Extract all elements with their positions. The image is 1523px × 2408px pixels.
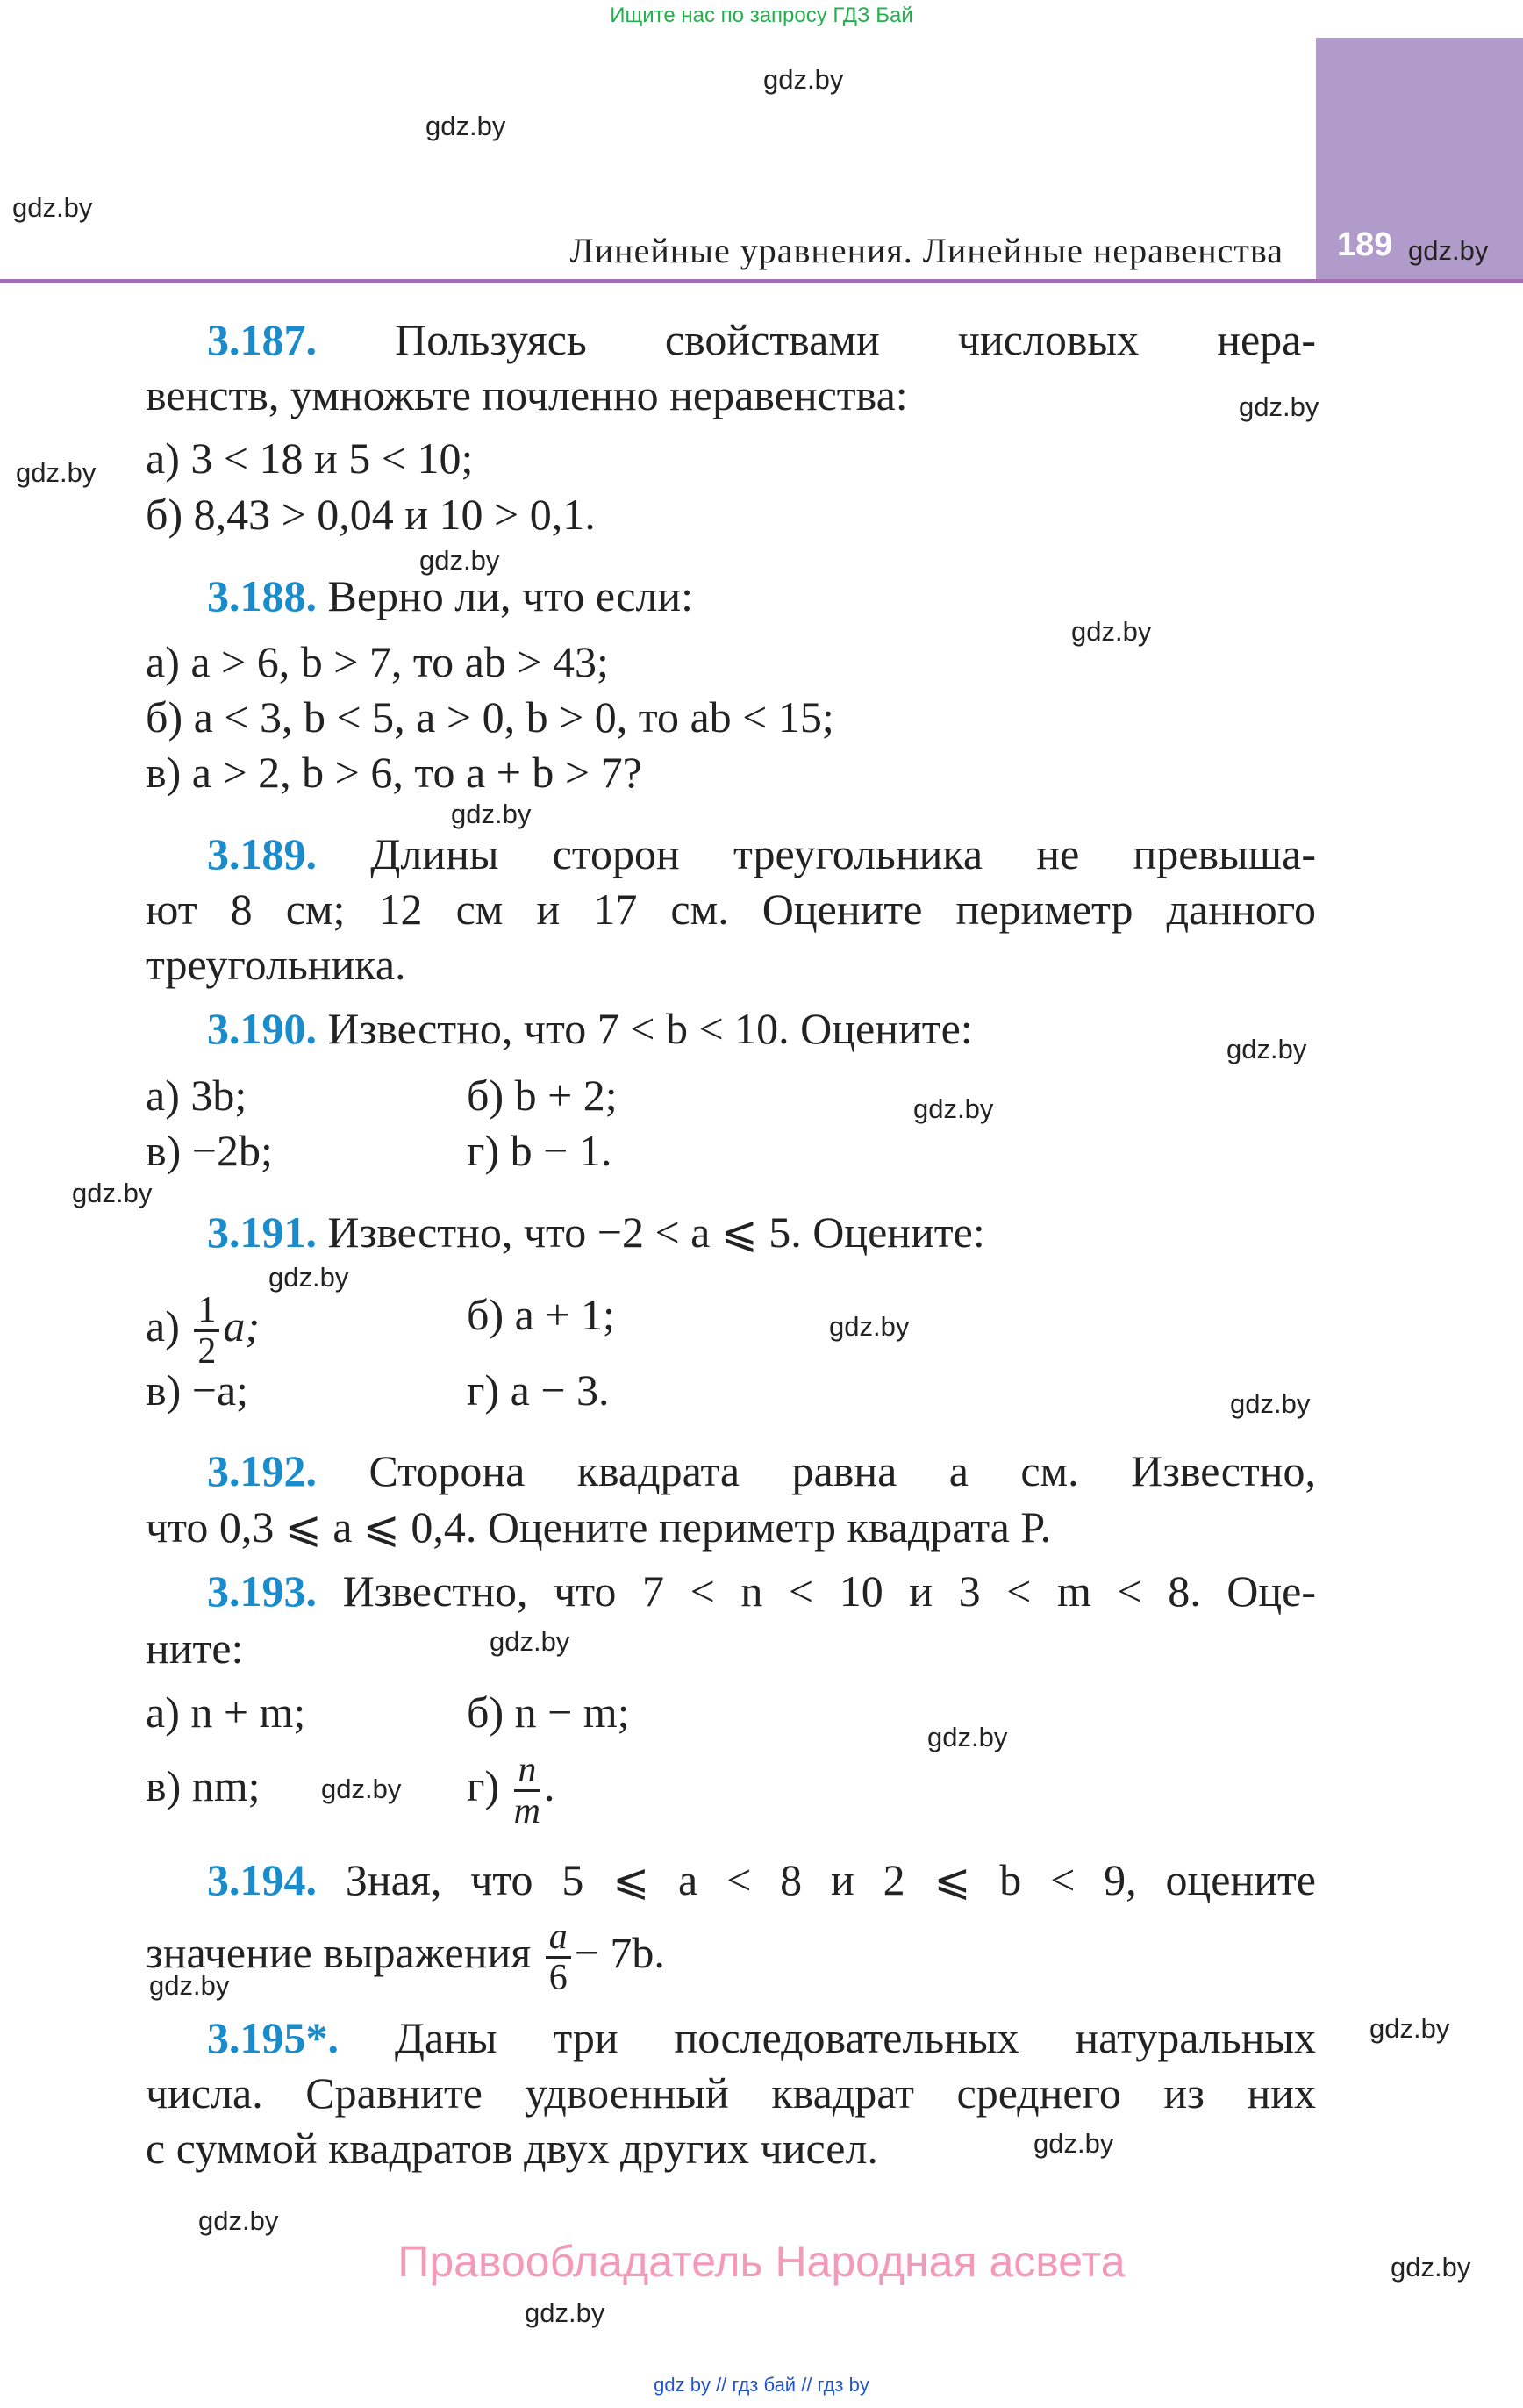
watermark: gdz.by: [419, 545, 500, 576]
watermark: gdz.by: [72, 1178, 153, 1208]
problem-3-193-a: а) n + m;: [146, 1688, 306, 1737]
item-label: а): [146, 1301, 180, 1351]
fraction-numerator: a: [546, 1917, 571, 1959]
watermark: gdz.by: [1033, 2128, 1114, 2159]
problem-3-187-a: а) 3 < 18 и 5 < 10;: [146, 434, 474, 483]
problem-3-193-c: в) nm;: [146, 1761, 261, 1810]
problem-number: 3.194.: [207, 1855, 317, 1904]
problem-number: 3.187.: [207, 315, 317, 364]
item-label: г): [467, 1761, 500, 1810]
problem-3-189-line1: [207, 826, 1316, 882]
problem-3-190-d: г) b − 1.: [467, 1126, 612, 1175]
problem-3-191-c: в) −a;: [146, 1365, 249, 1415]
problem-number: 3.188.: [207, 571, 317, 620]
watermark: gdz.by: [913, 1093, 994, 1124]
problem-3-193-d: [467, 1746, 555, 1832]
problem-3-188-a: а) a > 6, b > 7, то ab > 43;: [146, 637, 609, 686]
problem-3-190-b: б) b + 2;: [467, 1071, 618, 1120]
watermark: gdz.by: [425, 111, 506, 141]
problem-text: Пользуясь свойствами числовых нера-: [395, 315, 1316, 364]
expression-tail: − 7b.: [574, 1928, 665, 1977]
problem-3-193-line2: ните:: [146, 1623, 244, 1673]
problem-3-187-line2: венств, умножьте почленно неравенства:: [146, 370, 908, 419]
problem-3-192-line2: что 0,3 ⩽ a ⩽ 0,4. Оцените периметр квадрата P.: [146, 1502, 1052, 1552]
problem-3-195-line1: [207, 2010, 1316, 2066]
watermark: gdz.by: [525, 2297, 605, 2328]
problem-3-190-c: в) −2b;: [146, 1126, 273, 1175]
fraction: [514, 1751, 540, 1831]
problem-text: Известно, что 7 < n < 10 и 3 < m < 8. Оце-: [342, 1566, 1316, 1616]
problem-text: Известно, что −2 < a ⩽ 5. Оцените:: [327, 1208, 985, 1257]
search-banner: Ищите нас по запросу ГДЗ Бай: [610, 4, 913, 27]
problem-3-187-b: б) 8,43 > 0,04 и 10 > 0,1.: [146, 490, 596, 539]
expression-tail: .: [544, 1761, 555, 1810]
problem-3-190-a: а) 3b;: [146, 1071, 247, 1120]
copyright-notice: Правообладатель Народная асвета: [397, 2237, 1126, 2286]
problem-number: 3.195*.: [207, 2013, 339, 2062]
problem-3-195-line2: числа. Сравните удвоенный квадрат среднего из них: [146, 2068, 1316, 2118]
watermark: gdz.by: [927, 1722, 1008, 1752]
problem-number: 3.191.: [207, 1208, 317, 1257]
watermark: gdz.by: [763, 64, 844, 95]
problem-3-193-line1: [207, 1563, 1316, 1619]
problem-text: Даны три последовательных натуральных: [394, 2013, 1316, 2062]
watermark: gdz.by: [12, 192, 93, 223]
problem-3-191-d: г) a − 3.: [467, 1365, 610, 1415]
footer-links[interactable]: gdz by // гдз бай // гдз by: [654, 2374, 869, 2396]
fraction-denominator: 2: [197, 1331, 217, 1372]
problem-3-195-line3: с суммой квадратов двух других чисел.: [146, 2124, 878, 2173]
fraction-denominator: 6: [548, 1958, 568, 1999]
watermark: gdz.by: [1391, 2252, 1471, 2283]
watermark: gdz.by: [1239, 391, 1319, 422]
watermark: gdz.by: [1226, 1034, 1307, 1064]
fraction-numerator: 1: [194, 1291, 219, 1332]
problem-3-190-line1: [207, 1000, 973, 1057]
problem-3-191-a: [146, 1286, 260, 1372]
problem-3-191-line1: [207, 1204, 985, 1260]
watermark: gdz.by: [1230, 1388, 1311, 1419]
fraction-numerator: n: [514, 1751, 540, 1792]
problem-3-191-b: б) a + 1;: [467, 1290, 615, 1339]
fraction: [546, 1917, 571, 1997]
problem-3-187-line1: [207, 312, 1316, 368]
header-divider: [0, 279, 1523, 283]
problem-text: Верно ли, что если:: [327, 571, 694, 620]
problem-number: 3.193.: [207, 1566, 317, 1616]
problem-text: Сторона квадрата равна a см. Известно,: [368, 1446, 1316, 1495]
problem-number: 3.190.: [207, 1004, 317, 1053]
problem-3-188-c: в) a > 2, b > 6, то a + b > 7?: [146, 748, 642, 797]
problem-3-189-line3: треугольника.: [146, 940, 406, 989]
fraction: [194, 1291, 219, 1371]
problem-3-192-line1: [207, 1443, 1316, 1499]
page-number: 189: [1337, 226, 1393, 263]
watermark: gdz.by: [451, 799, 532, 829]
watermark: gdz.by: [1071, 616, 1152, 647]
problem-number: 3.189.: [207, 829, 317, 878]
watermark: gdz.by: [149, 1970, 230, 2001]
problem-text: значение выражения: [146, 1928, 532, 1977]
watermark: gdz.by: [1408, 235, 1489, 266]
fraction-denominator: m: [513, 1791, 541, 1832]
problem-3-193-b: б) n − m;: [467, 1688, 630, 1737]
problem-3-194-line1: [207, 1852, 1316, 1908]
problem-text: Известно, что 7 < b < 10. Оцените:: [327, 1004, 973, 1053]
problem-3-188-b: б) a < 3, b < 5, a > 0, b > 0, то ab < 15;: [146, 692, 834, 742]
watermark: gdz.by: [829, 1311, 910, 1342]
watermark: gdz.by: [16, 457, 97, 488]
problem-text: Зная, что 5 ⩽ a < 8 и 2 ⩽ b < 9, оцените: [345, 1855, 1316, 1904]
watermark: gdz.by: [490, 1626, 570, 1657]
watermark: gdz.by: [321, 1774, 402, 1804]
problem-text: Длины сторон треугольника не превыша-: [370, 829, 1316, 878]
expression-tail: a;: [223, 1301, 260, 1351]
watermark: gdz.by: [1369, 2013, 1450, 2044]
chapter-title: Линейные уравнения. Линейные неравенства: [569, 231, 1283, 270]
watermark: gdz.by: [268, 1262, 349, 1293]
watermark: gdz.by: [198, 2205, 279, 2236]
problem-3-189-line2: ют 8 см; 12 см и 17 см. Оцените периметр данного: [146, 885, 1316, 934]
problem-number: 3.192.: [207, 1446, 317, 1495]
